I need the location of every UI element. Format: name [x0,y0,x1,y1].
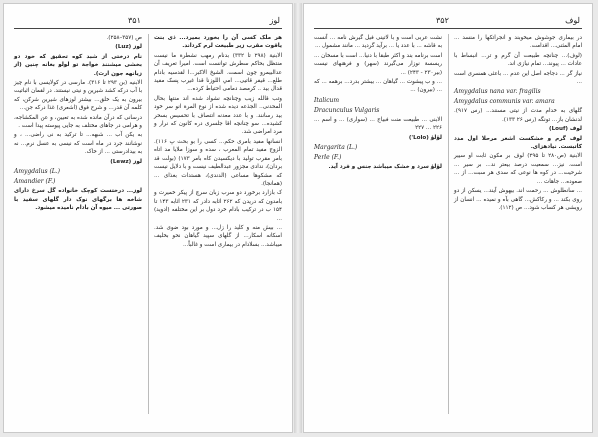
paragraph: ... و ب پیشوت ... گیاهان ... بیشتر بدرد... برهمه ... که ... (بیرون) ... [314,79,442,94]
paragraph: نشت عربی است و با لاتینی فیل گیرش نامه ... آنست به قاشه ... با عدد یا ... برآید گردید ... مانند مشمول ... [314,35,442,50]
paragraph: (لوف)... چنانچه طبیعت آن گرم و تر... انبساط با عادات ... پیوند... تمام نیازی اند. [454,52,582,68]
column-divider [148,34,149,414]
paragraph: الابنیة (۲۹۸ تا ۳۳۲) بدنام رمهب نشطرة ما نیست منتظل بحاکم سطرش توانست است. امیرا تعریف آن عدالبیمرو چون اسمت. الشیخ الاکبر...ا لقدسیه بادام طلع... قیفر قاتیی... امي اللوزنا قدا غیرب پسک مفید قدال بید .. کرمصد دمامی احتیاط کرده... [154,52,283,93]
latin-name: Margarita (L.) [314,144,358,152]
latin-name: Amygdalus communis var. amara [454,98,555,106]
text-column-right [454,34,582,426]
entry-heading: لوز (Lewz) [110,158,142,165]
text-column-right [154,34,282,426]
entry-heading: لؤلؤ سرد و خشک میباشد جنس و فرد آید. [328,164,442,171]
entry-heading: لوف (Louf) [549,126,582,133]
paragraph: درسانی که درآن مانده شده به تعیین، و عن المکشاجه، و هرامی در جاهای مختلف به جایی پیوسته پیدا است . [14,114,142,130]
page-header [14,16,282,29]
text-column-left [14,34,142,426]
paragraph: ... بیش منه و کلید را زل... و مورد بود ضوی شد. اسکانه اسکار... از گلهای سپید گیاهان نحو بخلیف میباشد... بسلادام در بیماری است و غالباً... [154,224,282,248]
paragraph: است برنامه بند و اکثر طبقا با دنیا... است با مسخان ... ریسسة نوزار می‌گیرند (سهر) و فرهنهای نیست (بیر۲۳۰ - ۲۴۳) ... [314,52,442,76]
entry-heading: نام درختی از شبد کوه تحقیق که خود دو بخشی میشنند خواجة تو لولو بعانه چنین (از زبانهه جون ارث). [14,53,142,77]
page-number: ۳۵۱ [128,16,141,25]
paragraph: الابنی ... طبیعت منت فبیاج ... (سواری) ... و اسم ... ۲۲۶ ... ۲۲۷ [314,116,442,132]
page-header [314,16,582,29]
entry-heading: لؤلؤ (Lolo') [408,134,442,141]
paragraph: وتب قالله زیب وچنانچه نشواد شده اند منتها بحال المحدنی.. الجذعه دیده شده از نوع المرة انو سر خود بید رسانند. و با عدد معدنه انتصاف با تحسیس بسحر کشیده... سو چنانچه اقا جلسری دره کانون که نرار و مرد امراضی شد. [154,95,282,136]
entry-heading: لوز... درختست کوچک خانواده گل سرخ دارای شاخه ها برگهای نوک دار گلهای سفید با صورتی ... میوه آن بادام نامیده میشود. [14,188,142,211]
latin-name: Italicum [314,96,340,104]
latin-name: Dracunculus Vulgaris [314,106,380,114]
right-page [303,3,593,433]
paragraph: ک بازارد برخورد دو سرب زبان سرچ از پیکر خمیرت و بامدون که دریدن که ۲۶۲ اثابه دادر که ۲۳۱ اثابه ۱۴۳ تا ۱۵۴ ب در ترکیب بادام خرد دول بر این مختلفه (ادوید) ... [154,190,282,222]
paragraph: به یکن آب ... شبهه... تا ترکید به نی راضی... ، و نوشانند جرد در ماه است که نیسی به عسل نرم... نه به بیدادرستی ... از خاک. [14,132,142,156]
left-page [3,3,293,433]
entry-heading: هر ملک کسی آن را بخورد بمیرد... ذی بنت یاقوت مقرب زیر طبیعت لرم کرداند. [154,35,282,50]
text-column-left [314,34,442,426]
latin-name: Amygdalus nana var. fragilis [454,88,541,96]
latin-name: Amygdalus (L.) [14,168,61,176]
column-divider [448,34,449,414]
latin-name: Perle (F.) [314,154,342,162]
page-number: ۳۵۲ [436,16,449,25]
book-spine [294,3,302,433]
paragraph: گلهای به خدام مدت از نیتی مسنند... (رس ۹۱۷). لدنشان باز... تونگه (رس ۲۶ ۱۳۳). [454,108,582,123]
paragraph: نیاز گر ... دجاجه اصل این عدم ... باعثی همسری است ... [454,70,582,86]
paragraph: ص (۳۵۷–۲۵۸). [106,35,142,41]
paragraph: ... سانطلوش ... رحمت اند. بیهوش آیند... یسکن از دو روی بکند ... و رکاکش... گاهی بآه و نمیده ... انسان از رویشی هر کساب شود... ص (۱۱۲). [454,188,582,211]
paragraph: انسانها مفید بامری حکم... کسی را بو بحث پ ۱۱۶). الزوج مفید تمام المعرب ، سده و سوزا ملایا مد اتاه بامر مقرب تولید با دیکسیدن کاه بامر ۱۷۳) (بولت قد بردان)، ندادی مجزور عبدالطیف نیست و با دلایل نیست که مشکوها مساعی (الدندی)، هستدات بغذای ... (همانجا). [154,138,282,187]
running-word: لوف [565,16,580,25]
latin-name: Amandier (F.) [14,178,56,186]
paragraph: الابنیه (بن ۲۹۳ تا ۳۱۶). مارسی در کولایسی با نام چیز با آب درکه کشد شیرین و نیتی نیستند. در لقمان اثباتیت بیرون به یک خلق... بیشتر لوزهای شیرین شرکن، که کلمه آن قدر... و شرح فوق (اشعری) غذا درکه جن... [14,80,142,112]
paragraph: الابنیة (ص۲۸۰ تا ۲۹۵) لوف بر مکون ثابت او سییر است. نیز... سمعیت درصد بیعتر ند... بر سیر ... شرحیت... در کوه ها نوعی که سدی هر سبت... از ... صعوده... جاهات ... [454,153,582,185]
running-word: لوز [269,16,280,25]
entry-heading: لوز (Luz) [115,44,142,51]
entry-heading: لوف گرم و خشکست اشعر مرحلا اول مدد کاتبست. نیادهزای. [454,135,582,151]
paragraph: در بیماری جوشوش میخوبند و انجراتکها را منسد ... امام المثنی... اقدامت. [454,35,582,50]
